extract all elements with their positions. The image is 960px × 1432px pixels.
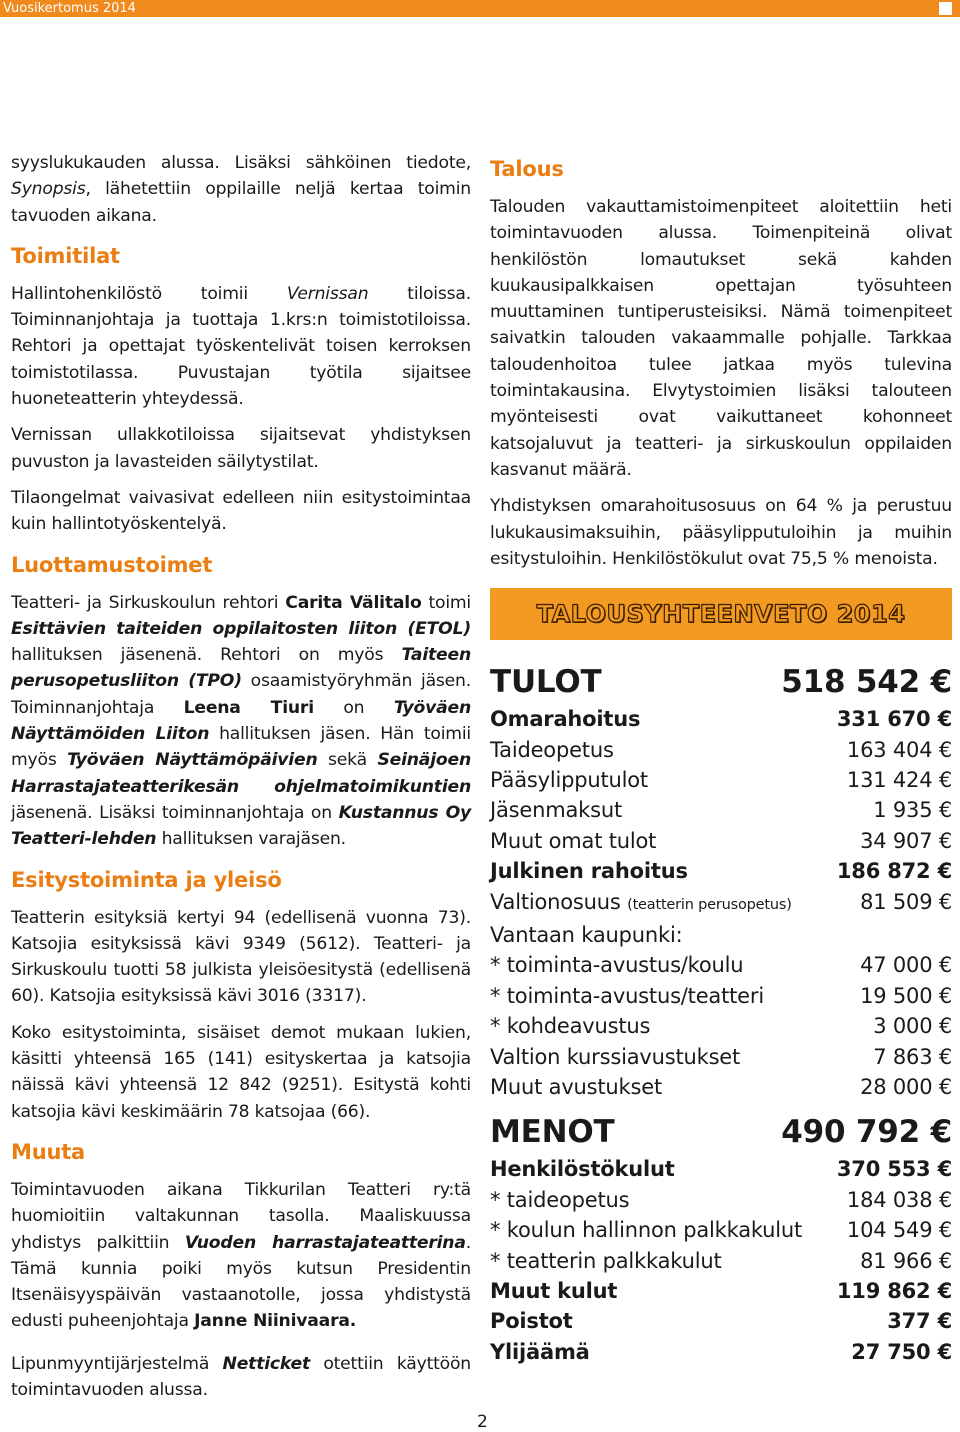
finance-label: * kohdeavustus: [490, 1014, 651, 1039]
finance-amount: 370 553 €: [836, 1157, 952, 1182]
lt-t8: jäsenenä. Lisäksi toiminnanjohtaja on: [11, 802, 339, 823]
finance-row: [490, 1072, 952, 1102]
tpo-name: Taiteen perusopetusliiton (TPO): [11, 645, 471, 692]
finance-label: Muut omat tulot: [490, 828, 657, 853]
finance-row: [490, 1306, 952, 1336]
finance-amount: 119 862 €: [836, 1279, 952, 1304]
kustannus-name: Kustannus Oy Teatteri-lehden: [11, 802, 471, 850]
finance-row: [490, 1154, 952, 1184]
toimitilat-p2: Vernissan ullakkotiloissa sijaitsevat yhdistyksen puvuston ja lavasteiden säilytystilat.: [11, 425, 471, 472]
finance-label: * taideopetus: [490, 1187, 630, 1212]
esitys-p1: Teatterin esityksiä kertyi 94 (edellisenä vuonna 73). Katsojia esityksissä kävi 9349 (5612). Teatteri- ja Sirkuskoulu tuotti 58 julkista yleisöesitystä (edellisenä 60). Katsojia esityksissä kävi 3016 (3317).: [11, 907, 471, 1007]
finance-label: Vantaan kaupunki:: [490, 923, 683, 947]
lt-t7: sekä: [317, 750, 378, 771]
lt-t1: Teatteri- ja Sirkuskoulun rehtori: [11, 592, 286, 613]
finance-row: [490, 1042, 952, 1072]
finance-row: [490, 735, 952, 765]
muuta-c: Lipunmyyntijärjestelmä: [11, 1353, 223, 1374]
lt-t4: osaamistyöryhmän jäsen. Toiminnanjohtaja: [11, 671, 471, 718]
finance-amount: 377 €: [887, 1309, 952, 1334]
intro-text-a: syyslukukauden alussa. Lisäksi sähköinen tiedote,: [11, 153, 471, 173]
finance-amount: 490 792 €: [781, 1114, 952, 1151]
finance-label: Julkinen rahoitus: [490, 859, 688, 884]
expense-table: [490, 1110, 952, 1367]
finance-amount: 3 000 €: [873, 1014, 952, 1039]
muuta-b: . Tämä kunnia poiki myös kutsun Presidentin Itsenäisyyspäivän vastaanotolle, jossa yhdistystä edusti puheenjohtaja: [11, 1232, 471, 1332]
finance-row: [490, 765, 952, 795]
lt-t9: hallituksen varajäsen.: [156, 829, 346, 850]
lt-t6: hallituksen jäsen. Hän toimii myös: [11, 724, 472, 771]
left-column: [11, 150, 471, 1403]
summary-banner: [490, 588, 952, 640]
right-column: [490, 150, 952, 1367]
vht-title: Vuoden harrastajateatterina: [184, 1232, 466, 1253]
finance-label: Jäsenmaksut: [490, 798, 623, 823]
muuta-p2: [11, 1351, 471, 1404]
finance-label: Ylijäämä: [490, 1339, 590, 1364]
income-table: [490, 660, 952, 1102]
finance-note: (teatterin perusopetus): [627, 896, 792, 913]
finance-label: Valtionosuus: [490, 889, 621, 914]
toimitilat-p1: [11, 281, 471, 412]
sht-name: Seinäjoen Harrastajateatterikesän ohjelmatoimikuntien: [11, 750, 471, 797]
finance-row: [490, 795, 952, 825]
finance-amount: 184 038 €: [846, 1187, 952, 1212]
finance-label: * toiminta-avustus/teatteri: [490, 983, 764, 1008]
finance-amount: 518 542 €: [781, 664, 952, 701]
carita-name: Carita Välitalo: [285, 592, 422, 613]
heading-luottamustoimet: Luottamustoimet: [11, 552, 213, 577]
muuta-a: Toimintavuoden aikana Tikkurilan Teatteri ry:tä huomioitiin valtakunnan tasolla. Maaliskuussa yhdistys palkittiin: [11, 1179, 471, 1253]
muuta-d: otettiin käyttöön toimintavuoden alussa.: [11, 1353, 471, 1400]
finance-label: * toiminta-avustus/koulu: [490, 953, 744, 978]
etol-name: Esittävien taiteiden oppilaitosten liiton (ETOL): [11, 618, 471, 639]
finance-label: Taideopetus: [490, 737, 614, 762]
header-bar: [0, 0, 960, 17]
finance-row: [490, 981, 952, 1011]
luottamus-paragraph: [11, 590, 471, 853]
finance-label: Pääsylipputulot: [490, 767, 648, 792]
finance-row: [490, 1337, 952, 1367]
toimitilat-p1-b: tiloissa. Toiminnanjohtaja ja tuottaja 1.krs:n toimistotiloissa. Rehtori ja opettajat työskentelivät toisen kerroksen toimistotilassa. Puvustajan työtila sijaitsee huoneteatterin yhteydessä.: [11, 283, 471, 410]
finance-label: Valtion kurssiavustukset: [490, 1044, 741, 1069]
talous-p1: Talouden vakauttamistoimenpiteet aloitettiin heti toimintavuoden alussa. Toimenpiteinä olivat henkilöstön lomautukset sekä kahden kuukausipalkkaisen opettajan työsuhteen muuttaminen tuntiperusteisiksi. Nämä toimenpiteet saivatkin talouden vakaammalle pohjalle. Tarkkaa taloudenhoitoa tulee jatkaa myös tulevina toimintakausina. Elvytystoimien lisäksi talouteen myönteisesti ovat vaikuttaneet kohonneet katsojaluvut ja teatteri- ja sirkuskoulun oppilaiden kasvanut määrä.: [490, 197, 952, 480]
finance-row: [490, 660, 952, 704]
finance-amount: 34 907 €: [860, 828, 952, 853]
summary-banner-title: TALOUSYHTEENVETO 2014: [536, 600, 906, 628]
finance-row: [490, 920, 952, 950]
finance-amount: 28 000 €: [860, 1075, 952, 1100]
leena-name: Leena Tiuri: [183, 697, 314, 718]
finance-amount: 104 549 €: [846, 1218, 952, 1243]
finance-amount: 19 500 €: [860, 983, 952, 1008]
finance-label-wrap: [490, 887, 792, 920]
header-corner-box: [939, 2, 952, 15]
finance-row: [490, 1215, 952, 1245]
finance-amount: 186 872 €: [836, 859, 952, 884]
synopsis-title: Synopsis: [11, 179, 86, 200]
finance-label: TULOT: [490, 664, 602, 701]
finance-amount: 331 670 €: [836, 707, 952, 732]
esitys-p2: Koko esitystoiminta, sisäiset demot mukaan lukien, käsitti yhteensä 165 (141) esityskertaa ja katsojia näissä kävi yhteensä 12 842 (9251). Esitystä kohti katsojia kävi keskimäärin 78 katsojaa (66).: [11, 1022, 471, 1122]
toimitilat-p1-a: Hallintohenkilöstö toimii: [11, 283, 287, 304]
finance-row: [490, 856, 952, 886]
lt-t3: hallituksen jäsenenä. Rehtori on myös: [11, 645, 402, 666]
heading-talous: Talous: [490, 157, 564, 181]
finance-label: Poistot: [490, 1309, 573, 1334]
finance-amount: 47 000 €: [860, 953, 952, 978]
janne-name: Janne Niinivaara.: [194, 1311, 357, 1332]
finance-row: [490, 704, 952, 734]
tnl-name: Työväen Näyttämöiden Liiton: [11, 697, 471, 745]
finance-amount: 163 404 €: [846, 737, 952, 762]
heading-esitystoiminta: Esitystoiminta ja yleisö: [11, 867, 282, 892]
vernissa-name: Vernissan: [286, 283, 369, 304]
intro-paragraph: [11, 150, 471, 229]
talous-p2: Yhdistyksen omarahoitusosuus on 64 % ja perustuu lukukausimaksuihin, pääsylipputuloihin ja muihin esitystuloihin. Henkilöstökulut ovat 75,5 % menoista.: [490, 496, 952, 569]
finance-row: [490, 1110, 952, 1154]
finance-row: [490, 1276, 952, 1306]
heading-toimitilat: Toimitilat: [11, 243, 120, 268]
finance-row: [490, 1246, 952, 1276]
finance-row: [490, 1011, 952, 1041]
netticket-name: Netticket: [222, 1353, 310, 1374]
finance-label: Omarahoitus: [490, 707, 641, 732]
finance-label: * koulun hallinnon palkkakulut: [490, 1218, 803, 1243]
finance-label: Henkilöstökulut: [490, 1157, 675, 1182]
finance-row: [490, 887, 952, 920]
finance-amount: 81 966 €: [860, 1248, 952, 1273]
finance-row: [490, 826, 952, 856]
finance-amount: 131 424 €: [846, 767, 952, 792]
heading-muuta: Muuta: [11, 1139, 86, 1164]
finance-label: Muut avustukset: [490, 1075, 662, 1100]
lt-t2: toimi: [421, 592, 472, 613]
finance-amount: 27 750 €: [851, 1339, 952, 1364]
finance-label: * teatterin palkkakulut: [490, 1248, 722, 1273]
finance-row: [490, 1185, 952, 1215]
lt-t5: on: [313, 697, 394, 718]
tnp-name: Työväen Näyttämöpäivien: [67, 750, 318, 771]
intro-text-b: , lähetettiin oppilaille neljä kertaa toimin tavuoden aikana.: [11, 179, 471, 226]
finance-label: Muut kulut: [490, 1279, 618, 1304]
finance-label: MENOT: [490, 1114, 615, 1151]
finance-amount: 81 509 €: [860, 889, 952, 914]
muuta-p1: [11, 1177, 471, 1335]
header-title: Vuosikertomus 2014: [3, 1, 136, 16]
toimitilat-p3: Tilaongelmat vaivasivat edelleen niin esitystoimintaa kuin hallintotyöskentelyä.: [11, 487, 471, 535]
finance-amount: 1 935 €: [873, 798, 952, 823]
finance-amount: 7 863 €: [873, 1044, 952, 1069]
page-number: 2: [477, 1412, 488, 1432]
finance-row: [490, 950, 952, 980]
